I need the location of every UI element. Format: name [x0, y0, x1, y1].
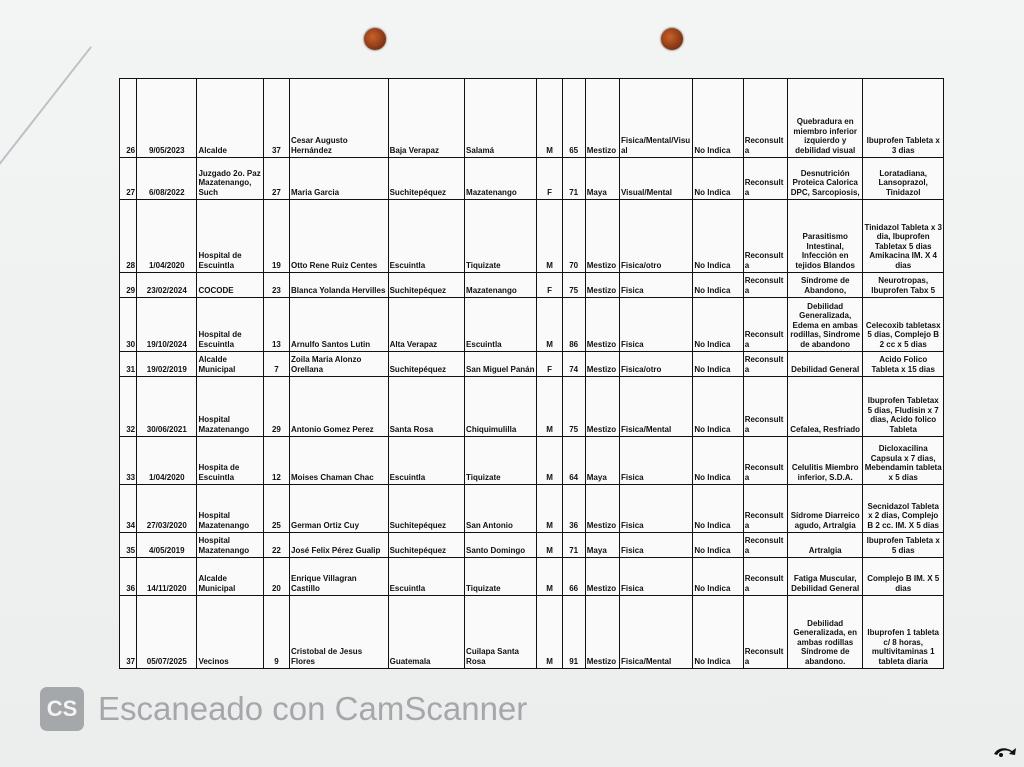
- cell-diagnosis: Quebradura en miembro inferior izquierdo y debilidad visual: [787, 79, 862, 158]
- cell-date: 14/11/2020: [137, 558, 197, 596]
- cell-date: 23/02/2024: [137, 273, 197, 298]
- page-fold-line: [0, 0, 92, 189]
- cell-municipality: Escuintla: [465, 298, 537, 352]
- cell-municipality: Mazatenango: [465, 158, 537, 200]
- cell-date: 19/10/2024: [137, 298, 197, 352]
- cell-treatment: Complejo B IM. X 5 dias: [863, 558, 944, 596]
- cell-department: Suchitepéquez: [388, 352, 464, 377]
- cell-disability-type: Fisica/Mental: [619, 596, 692, 669]
- punch-hole-left: [364, 28, 386, 50]
- table-row: [120, 352, 944, 377]
- cell-info: No Indica: [693, 158, 743, 200]
- cell-municipality: Mazatenango: [465, 273, 537, 298]
- cell-diagnosis: Sídrome Diarreico agudo, Artralgia: [787, 485, 862, 533]
- cell-treatment: Ibuprofen Tableta x 3 dias: [863, 79, 944, 158]
- cell-sex: M: [537, 558, 562, 596]
- cell-referral-source: Hospital Mazatenango: [197, 485, 263, 533]
- cell-code: 22: [263, 533, 289, 558]
- cell-code: 20: [263, 558, 289, 596]
- cell-referral-source: Alcalde Municipal: [197, 558, 263, 596]
- cell-ethnicity: Maya: [585, 437, 619, 485]
- cell-sex: M: [537, 596, 562, 669]
- cell-date: 9/05/2023: [137, 79, 197, 158]
- cell-referral-source: Alcalde Municipal: [197, 352, 263, 377]
- cell-sex: F: [537, 352, 562, 377]
- cell-info: No Indica: [693, 352, 743, 377]
- cell-info: No Indica: [693, 273, 743, 298]
- cell-row-number: 26: [120, 79, 137, 158]
- cell-row-number: 37: [120, 596, 137, 669]
- cell-code: 19: [263, 200, 289, 273]
- cell-info: No Indica: [693, 596, 743, 669]
- cell-code: 25: [263, 485, 289, 533]
- cell-consult-type: Reconsulta: [743, 352, 787, 377]
- cell-date: 19/02/2019: [137, 352, 197, 377]
- cell-age: 66: [562, 558, 585, 596]
- cell-date: 4/05/2019: [137, 533, 197, 558]
- cell-row-number: 31: [120, 352, 137, 377]
- cell-consult-type: Reconsulta: [743, 485, 787, 533]
- cell-diagnosis: Debilidad General: [787, 352, 862, 377]
- cell-consult-type: Reconsulta: [743, 298, 787, 352]
- cell-info: No Indica: [693, 200, 743, 273]
- cell-date: 1/04/2020: [137, 200, 197, 273]
- cell-consult-type: Reconsulta: [743, 558, 787, 596]
- cell-municipality: Tiquizate: [465, 200, 537, 273]
- cell-info: No Indica: [693, 533, 743, 558]
- cell-diagnosis: Artralgia: [787, 533, 862, 558]
- cell-sex: M: [537, 533, 562, 558]
- cell-patient-name: Zoila Maria Alonzo Orellana: [290, 352, 389, 377]
- table-row: [120, 298, 944, 352]
- cell-sex: F: [537, 273, 562, 298]
- cell-department: Escuintla: [388, 200, 464, 273]
- cell-diagnosis: Síndrome de Abandono,: [787, 273, 862, 298]
- cell-treatment: Neurotropas, Ibuprofen Tabx 5: [863, 273, 944, 298]
- cell-age: 71: [562, 158, 585, 200]
- cell-referral-source: COCODE: [197, 273, 263, 298]
- table-row: [120, 533, 944, 558]
- cell-municipality: San Antonio: [465, 485, 537, 533]
- cell-date: 27/03/2020: [137, 485, 197, 533]
- cell-department: Escuintla: [388, 558, 464, 596]
- cell-info: No Indica: [693, 558, 743, 596]
- table-row: [120, 558, 944, 596]
- cell-department: Suchitepéquez: [388, 273, 464, 298]
- cell-disability-type: Fisica: [619, 558, 692, 596]
- cell-patient-name: Arnulfo Santos Lutin: [290, 298, 389, 352]
- cell-treatment: Dicloxacilina Capsula x 7 dias, Mebendamin tableta x 5 dias: [863, 437, 944, 485]
- cell-referral-source: Hospital de Escuintla: [197, 200, 263, 273]
- table-row: [120, 158, 944, 200]
- cell-ethnicity: Mestizo: [585, 298, 619, 352]
- cell-department: Suchitepéquez: [388, 485, 464, 533]
- cell-code: 27: [263, 158, 289, 200]
- watermark-text: Escaneado con CamScanner: [98, 690, 528, 727]
- cell-consult-type: Reconsulta: [743, 158, 787, 200]
- cell-ethnicity: Mestizo: [585, 79, 619, 158]
- cell-disability-type: Fisica: [619, 298, 692, 352]
- cell-patient-name: Blanca Yolanda Hervilles: [290, 273, 389, 298]
- cell-sex: M: [537, 437, 562, 485]
- cell-sex: M: [537, 485, 562, 533]
- cell-treatment: Acido Folico Tableta x 15 dias: [863, 352, 944, 377]
- cell-municipality: Cuilapa Santa Rosa: [465, 596, 537, 669]
- cell-treatment: Secnidazol Tableta x 2 dias, Complejo B 2 cc. IM. X 5 dias: [863, 485, 944, 533]
- cell-treatment: Loratadiana, Lansoprazol, Tinidazol: [863, 158, 944, 200]
- cell-row-number: 30: [120, 298, 137, 352]
- cell-ethnicity: Maya: [585, 533, 619, 558]
- cell-diagnosis: Parasitismo Intestinal, Infección en tejidos Blandos: [787, 200, 862, 273]
- cell-referral-source: Hospita de Escuintla: [197, 437, 263, 485]
- records-table: [119, 78, 944, 669]
- cell-ethnicity: Mestizo: [585, 273, 619, 298]
- cell-referral-source: Alcalde: [197, 79, 263, 158]
- cell-age: 74: [562, 352, 585, 377]
- cell-referral-source: Hospital Mazatenango: [197, 377, 263, 437]
- cell-diagnosis: Celulitis Miembro inferior, S.D.A.: [787, 437, 862, 485]
- cell-row-number: 29: [120, 273, 137, 298]
- cell-row-number: 27: [120, 158, 137, 200]
- cell-date: 1/04/2020: [137, 437, 197, 485]
- punch-hole-right: [661, 28, 683, 50]
- table-row: [120, 485, 944, 533]
- cell-disability-type: Fisica: [619, 485, 692, 533]
- cell-code: 12: [263, 437, 289, 485]
- cell-referral-source: Juzgado 2o. Paz Mazatenango, Such: [197, 158, 263, 200]
- cell-consult-type: Reconsulta: [743, 273, 787, 298]
- cell-age: 91: [562, 596, 585, 669]
- cell-age: 71: [562, 533, 585, 558]
- cell-disability-type: Fisica/otro: [619, 352, 692, 377]
- cell-department: Suchitepéquez: [388, 533, 464, 558]
- cell-info: No Indica: [693, 437, 743, 485]
- cell-code: 7: [263, 352, 289, 377]
- cell-consult-type: Reconsulta: [743, 79, 787, 158]
- camscanner-logo-icon: CS: [40, 687, 84, 731]
- cell-info: No Indica: [693, 79, 743, 158]
- cell-row-number: 35: [120, 533, 137, 558]
- cell-date: 05/07/2025: [137, 596, 197, 669]
- cell-row-number: 36: [120, 558, 137, 596]
- table-row: [120, 200, 944, 273]
- cell-treatment: Ibuprofen Tabletax 5 dias, Fludisin x 7 dias, Acido folico Tableta: [863, 377, 944, 437]
- cell-patient-name: Otto Rene Ruiz Centes: [290, 200, 389, 273]
- cell-patient-name: Enrique Villagran Castillo: [290, 558, 389, 596]
- cell-referral-source: Hospital de Escuintla: [197, 298, 263, 352]
- cell-treatment: Ibuprofen 1 tableta c/ 8 horas, multivitaminas 1 tableta diaria: [863, 596, 944, 669]
- cell-row-number: 28: [120, 200, 137, 273]
- cell-sex: M: [537, 79, 562, 158]
- cell-code: 13: [263, 298, 289, 352]
- cell-info: No Indica: [693, 485, 743, 533]
- cell-patient-name: Antonio Gomez Perez: [290, 377, 389, 437]
- cell-code: 29: [263, 377, 289, 437]
- camscanner-corner-icon: [992, 745, 1018, 759]
- cell-department: Guatemala: [388, 596, 464, 669]
- table-row: [120, 273, 944, 298]
- cell-consult-type: Reconsulta: [743, 377, 787, 437]
- cell-disability-type: Fisica: [619, 533, 692, 558]
- cell-patient-name: Cristobal de Jesus Flores: [290, 596, 389, 669]
- cell-sex: F: [537, 158, 562, 200]
- cell-referral-source: Vecinos: [197, 596, 263, 669]
- cell-patient-name: José Felix Pérez Gualip: [290, 533, 389, 558]
- cell-ethnicity: Mestizo: [585, 485, 619, 533]
- camscanner-watermark: [40, 686, 527, 732]
- cell-age: 75: [562, 377, 585, 437]
- cell-diagnosis: Cefalea, Resfriado: [787, 377, 862, 437]
- cell-sex: M: [537, 377, 562, 437]
- cell-disability-type: Fisica/Mental/Visual: [619, 79, 692, 158]
- cell-municipality: Tiquizate: [465, 437, 537, 485]
- cell-disability-type: Fisica/Mental: [619, 377, 692, 437]
- cell-ethnicity: Mestizo: [585, 377, 619, 437]
- cell-department: Alta Verapaz: [388, 298, 464, 352]
- table-row: [120, 437, 944, 485]
- cell-consult-type: Reconsulta: [743, 200, 787, 273]
- cell-consult-type: Reconsulta: [743, 596, 787, 669]
- cell-sex: M: [537, 200, 562, 273]
- cell-department: Santa Rosa: [388, 377, 464, 437]
- cell-age: 64: [562, 437, 585, 485]
- cell-municipality: Chiquimulilla: [465, 377, 537, 437]
- table-row: [120, 377, 944, 437]
- cell-treatment: Celecoxib tabletasx 5 dias, Complejo B 2 cc x 5 dias: [863, 298, 944, 352]
- cell-code: 23: [263, 273, 289, 298]
- cell-diagnosis: Debilidad Generalizada, en ambas rodillas Síndrome de abandono.: [787, 596, 862, 669]
- cell-age: 65: [562, 79, 585, 158]
- cell-disability-type: Fisica/otro: [619, 200, 692, 273]
- cell-age: 86: [562, 298, 585, 352]
- cell-treatment: Tinidazol Tableta x 3 dia, Ibuprofen Tabletax 5 dias Amikacina IM. X 4 dias: [863, 200, 944, 273]
- cell-ethnicity: Mestizo: [585, 596, 619, 669]
- cell-patient-name: Moises Chaman Chac: [290, 437, 389, 485]
- cell-info: No Indica: [693, 298, 743, 352]
- cell-ethnicity: Mestizo: [585, 200, 619, 273]
- cell-consult-type: Reconsulta: [743, 437, 787, 485]
- cell-disability-type: Visual/Mental: [619, 158, 692, 200]
- cell-row-number: 32: [120, 377, 137, 437]
- cell-patient-name: German Ortiz Cuy: [290, 485, 389, 533]
- cell-age: 36: [562, 485, 585, 533]
- table-row: [120, 79, 944, 158]
- cell-date: 6/08/2022: [137, 158, 197, 200]
- cell-department: Escuintla: [388, 437, 464, 485]
- cell-diagnosis: Fatiga Muscular, Debilidad General: [787, 558, 862, 596]
- cell-ethnicity: Mestizo: [585, 352, 619, 377]
- cell-ethnicity: Maya: [585, 158, 619, 200]
- cell-code: 9: [263, 596, 289, 669]
- cell-diagnosis: Desnutrición Proteica Calorica DPC, Sarcopiosis,: [787, 158, 862, 200]
- cell-municipality: Tiquizate: [465, 558, 537, 596]
- table-row: [120, 596, 944, 669]
- cell-referral-source: Hospital Mazatenango: [197, 533, 263, 558]
- cell-diagnosis: Debilidad Generalizada, Edema en ambas rodillas, Sindrome de abandono: [787, 298, 862, 352]
- cell-municipality: San Miguel Panán: [465, 352, 537, 377]
- cell-date: 30/06/2021: [137, 377, 197, 437]
- cell-treatment: Ibuprofen Tableta x 5 dias: [863, 533, 944, 558]
- cell-age: 75: [562, 273, 585, 298]
- cell-consult-type: Reconsulta: [743, 533, 787, 558]
- cell-sex: M: [537, 298, 562, 352]
- cell-info: No Indica: [693, 377, 743, 437]
- cell-department: Suchitepéquez: [388, 158, 464, 200]
- cell-row-number: 34: [120, 485, 137, 533]
- cell-disability-type: Fisica: [619, 273, 692, 298]
- cell-patient-name: Cesar Augusto Hernández: [290, 79, 389, 158]
- cell-municipality: Santo Domingo: [465, 533, 537, 558]
- cell-age: 70: [562, 200, 585, 273]
- cell-ethnicity: Mestizo: [585, 558, 619, 596]
- cell-code: 37: [263, 79, 289, 158]
- cell-row-number: 33: [120, 437, 137, 485]
- cell-department: Baja Verapaz: [388, 79, 464, 158]
- cell-municipality: Salamá: [465, 79, 537, 158]
- cell-disability-type: Fisica: [619, 437, 692, 485]
- cell-patient-name: Maria Garcia: [290, 158, 389, 200]
